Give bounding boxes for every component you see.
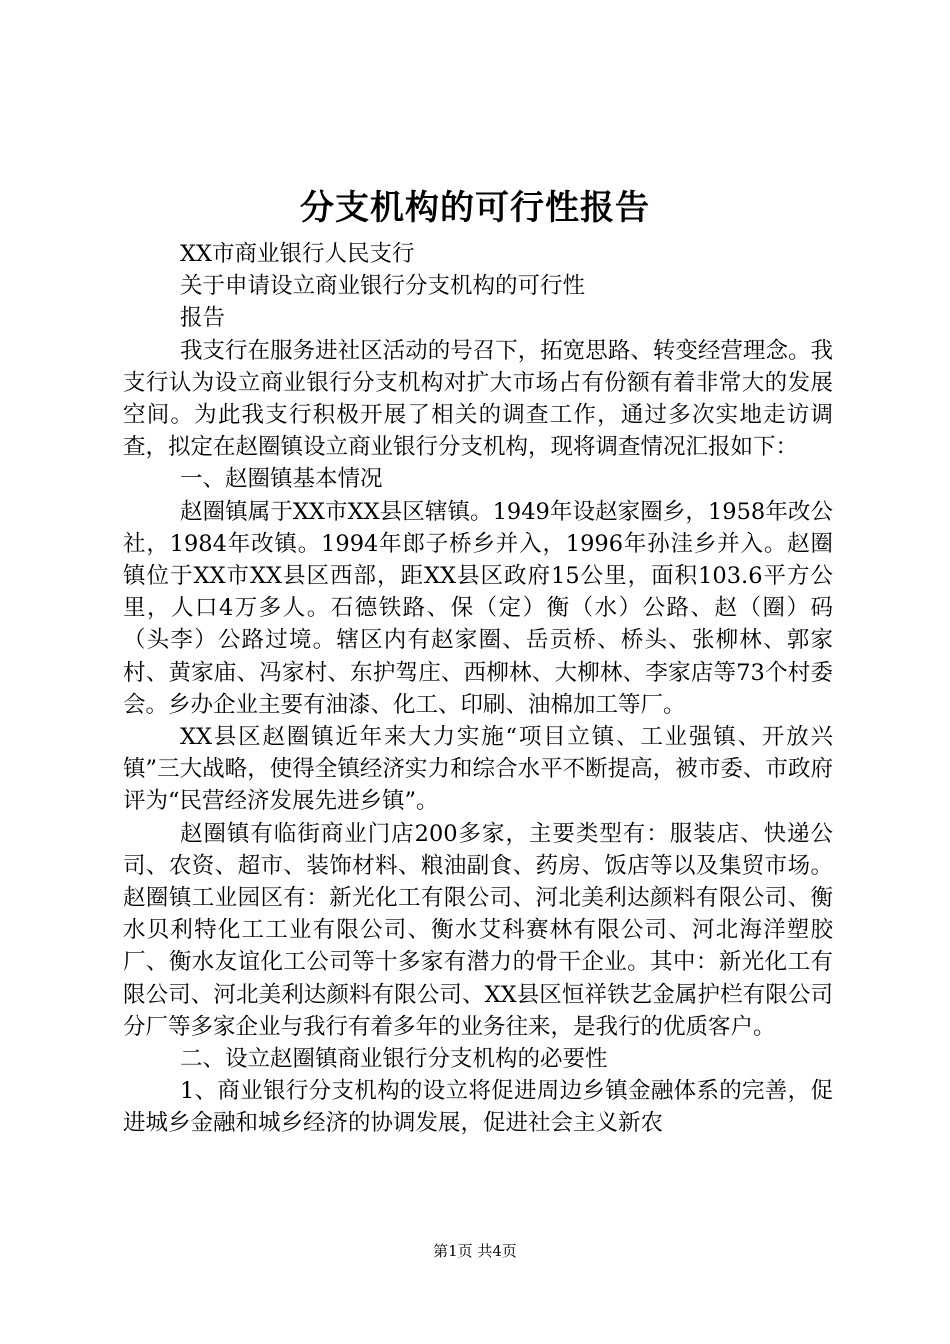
header-line-subject: 关于申请设立商业银行分支机构的可行性 <box>180 273 586 300</box>
page-footer: 第1页 共4页 <box>433 1242 517 1260</box>
section-heading-2: 二、设立赵圈镇商业银行分支机构的必要性 <box>180 1046 608 1073</box>
paragraph-intro: 我支行在服务进社区活动的号召下，拓宽思路、转变经营理念。我支行认为设立商业银行分支机构对扩大市场占有份额有着非常大的发展空间。为此我支行积极开展了相关的调查工作，通过多次实地走访调查，拟定在赵圈镇设立商业银行分支机构，现将调查情况汇报如下： <box>123 337 833 461</box>
paragraph-town-business: 赵圈镇有临街商业门店200多家，主要类型有：服装店、快递公司、农资、超市、装饰材料、粮油副食、药房、饭店等以及集贸市场。赵圈镇工业园区有：新光化工有限公司、河北美利达颜料有限公司、衡水贝利特化工工业有限公司、衡水艾科赛林有限公司、河北海洋塑胶厂、衡水友谊化工公司等十多家有潜力的骨干企业。其中：新光化工有限公司、河北美利达颜料有限公司、XX县区恒祥铁艺金属护栏有限公司分厂等多家企业与我行有着多年的业务往来，是我行的优质客户。 <box>123 820 833 1040</box>
paragraph-town-strategy: XX县区赵圈镇近年来大力实施“项目立镇、工业强镇、开放兴镇”三大战略，使得全镇经济实力和综合水平不断提高，被市委、市政府评为“民营经济发展先进乡镇”。 <box>123 724 833 815</box>
header-line-bank-name: XX市商业银行人民支行 <box>180 241 415 267</box>
paragraph-town-overview: 赵圈镇属于XX市XX县区辖镇。1949年设赵家圈乡，1958年改公社，1984年改镇。1994年郎子桥乡并入，1996年孙洼乡并入。赵圈镇位于XX市XX县区西部，距XX县区政府15公里，面积103.6平方公里，人口4万多人。石德铁路、保（定）衡（水）公路、赵（圈）码（头李）公路过境。辖区内有赵家圈、岳贡桥、桥头、张柳林、郭家村、黄家庙、冯家村、东护驾庄、西柳林、大柳林、李家店等73个村委会。乡办企业主要有油漆、化工、印刷、油棉加工等厂。 <box>123 498 833 718</box>
section-heading-1: 一、赵圈镇基本情况 <box>180 466 383 493</box>
document-title: 分支机构的可行性报告 <box>300 188 650 228</box>
header-line-report: 报告 <box>180 305 226 332</box>
document-body <box>123 238 833 1140</box>
paragraph-necessity-1: 1、商业银行分支机构的设立将促进周边乡镇金融体系的完善，促进城乡金融和城乡经济的协调发展，促进社会主义新农 <box>123 1078 833 1137</box>
